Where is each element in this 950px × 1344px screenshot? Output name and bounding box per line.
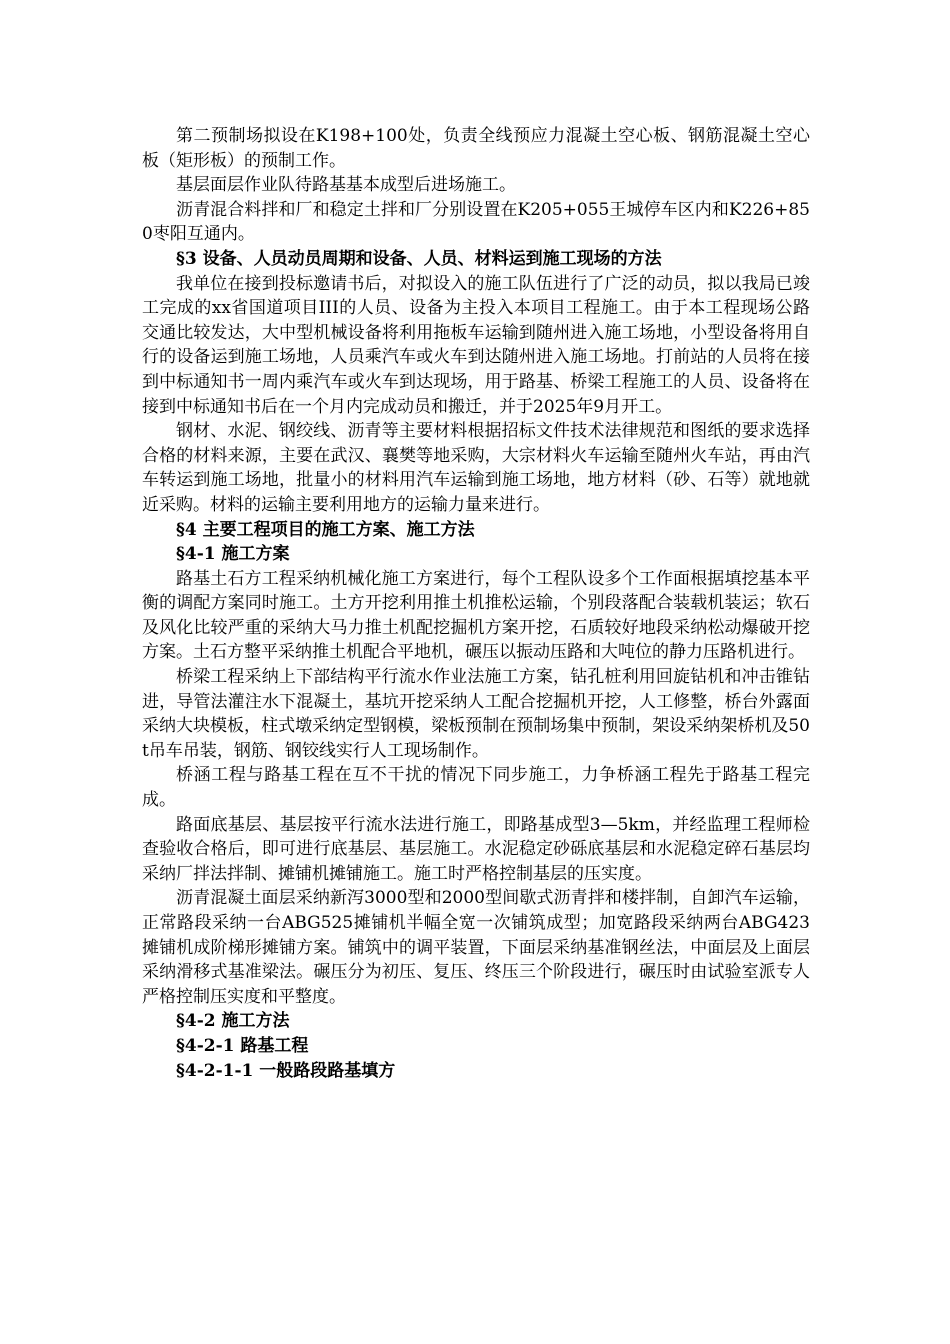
section-heading-4: §4 主要工程项目的施工方案、施工方法 bbox=[176, 519, 475, 540]
paragraph-culvert: 桥涵工程与路基工程在互不干扰的情况下同步施工，力争桥涵工程先于路基工程完成。 bbox=[142, 765, 810, 811]
paragraph-mixing-plants: 沥青混合料拌和厂和稳定土拌和厂分别设置在K205+055王城停车区内和K226+850枣阳互通内。 bbox=[142, 199, 810, 245]
paragraph-pavement-team: 基层面层作业队待路基基本成型后进场施工。 bbox=[176, 175, 516, 196]
paragraph-materials: 钢材、水泥、钢绞线、沥青等主要材料根据招标文件技术法律规范和图纸的要求选择合格的材料来源，主要在武汉、襄樊等地采购，大宗材料火车运输至随州火车站，再由汽车转运到施工场地，批量小的材料用汽车运输到施工场地，地方材料（砂、石等）就地就近采购。材料的运输主要利用地方的运输力量来进行。 bbox=[142, 421, 810, 515]
section-heading-4-2-1-1: §4-2-1-1 一般路段路基填方 bbox=[176, 1060, 396, 1081]
paragraph-asphalt: 沥青混凝土面层采纳新泻3000型和2000型间歇式沥青拌和楼拌制，自卸汽车运输，正常路段采纳一台ABG525摊铺机半幅全宽一次铺筑成型；加宽路段采纳两台ABG423摊铺机成阶梯形摊铺方案。铺筑中的调平装置，下面层采纳基准钢丝法，中面层及上面层采纳滑移式基准梁法。碾压分为初压、复压、终压三个阶段进行，碾压时由试验室派专人严格控制压实度和平整度。 bbox=[142, 888, 810, 1007]
section-heading-4-2: §4-2 施工方法 bbox=[176, 1011, 290, 1032]
section-heading-3: §3 设备、人员动员周期和设备、人员、材料运到施工现场的方法 bbox=[176, 248, 662, 269]
paragraph-bridge: 桥梁工程采纳上下部结构平行流水作业法施工方案，钻孔桩利用回旋钻机和冲击锥钻进，导管法灌注水下混凝土，基坑开挖采纳人工配合挖掘机开挖，人工修整，桥台外露面采纳大块模板，柱式墩采纳定型钢模，梁板预制在预制场集中预制，架设采纳架桥机及50t吊车吊装，钢筋、钢铰线实行人工现场制作。 bbox=[142, 667, 810, 761]
paragraph-base-course: 路面底基层、基层按平行流水法进行施工，即路基成型3—5km，并经监理工程师检查验收合格后，即可进行底基层、基层施工。水泥稳定砂砾底基层和水泥稳定碎石基层均采纳厂拌法拌制、摊铺机摊铺施工。施工时严格控制基层的压实度。 bbox=[142, 814, 810, 884]
document-body bbox=[142, 124, 810, 1083]
section-heading-4-1: §4-1 施工方案 bbox=[176, 544, 290, 565]
paragraph-mobilization: 我单位在接到投标邀请书后，对拟设入的施工队伍进行了广泛的动员，拟以我局已竣工完成的xx省国道项目III的人员、设备为主投入本项目工程施工。由于本工程现场公路交通比较发达，大中型机械设备将利用拖板车运输到随州进入施工场地，小型设备将用自行的设备运到施工场地，人员乘汽车或火车到达随州进入施工场地。打前站的人员将在接到中标通知书一周内乘汽车或火车到达现场，用于路基、桥梁工程施工的人员、设备将在接到中标通知书后在一个月内完成动员和搬迁，并于2025年9月开工。 bbox=[142, 273, 810, 417]
paragraph-earthwork: 路基土石方工程采纳机械化施工方案进行，每个工程队设多个工作面根据填挖基本平衡的调配方案同时施工。土方开挖利用推土机推松运输，个别段落配合装载机装运；软石及风化比较严重的采纳大马力推土机配挖掘机方案开挖，石质较好地段采纳松动爆破开挖方案。土石方整平采纳推土机配合平地机，碾压以振动压路和大吨位的静力压路机进行。 bbox=[142, 568, 810, 663]
paragraph-prefab-yard: 第二预制场拟设在K198+100处，负责全线预应力混凝土空心板、钢筋混凝土空心板（矩形板）的预制工作。 bbox=[142, 126, 810, 171]
section-heading-4-2-1: §4-2-1 路基工程 bbox=[176, 1035, 309, 1056]
